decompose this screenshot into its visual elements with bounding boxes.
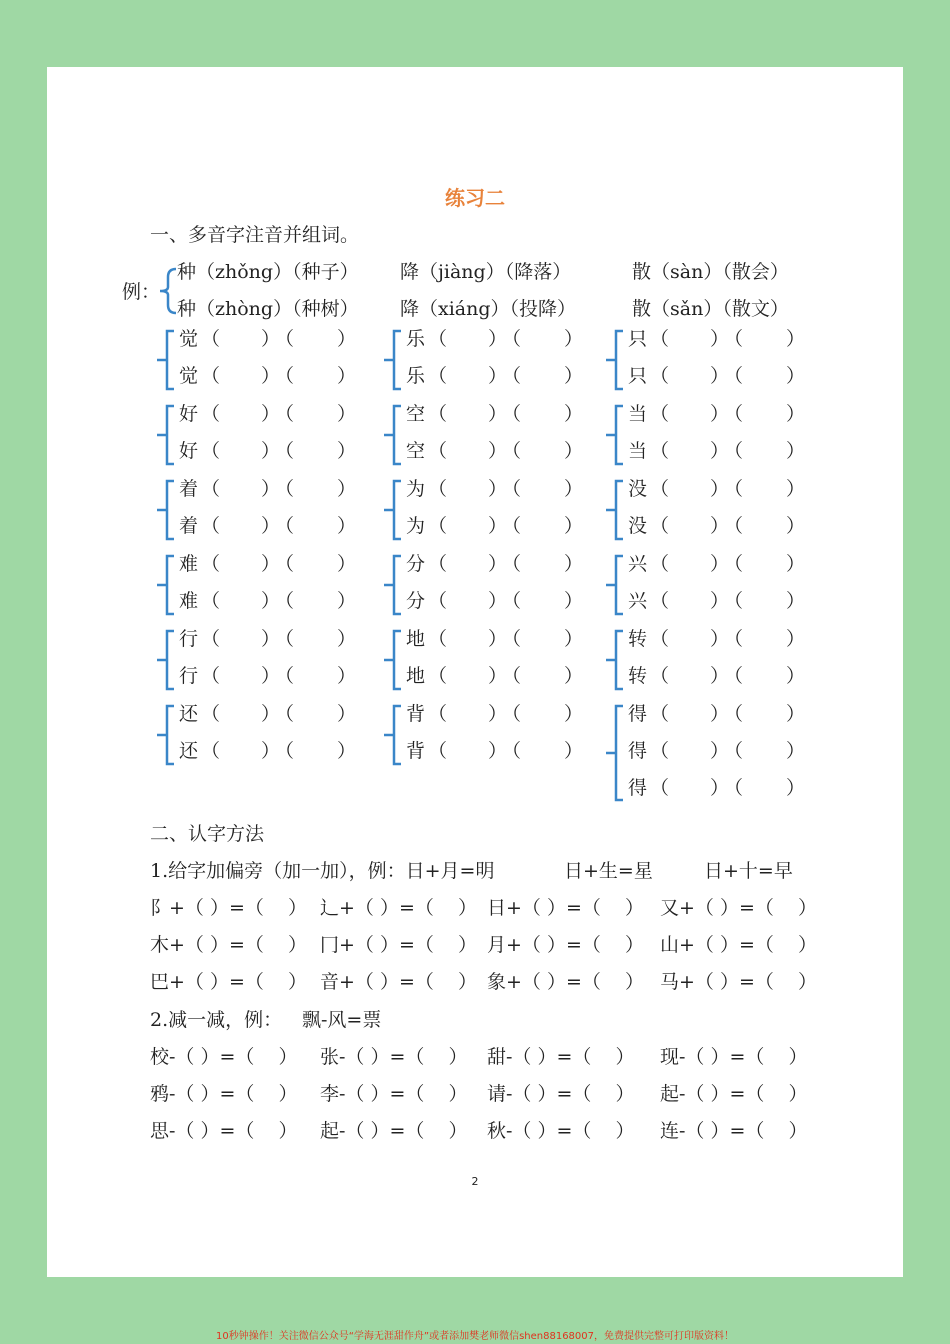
answer-blank-close[interactable]: ） xyxy=(564,478,584,500)
answer-blank-open[interactable]: （ xyxy=(650,365,670,387)
answer-blank-close[interactable]: ） xyxy=(564,328,584,350)
answer-blank-open[interactable]: （ xyxy=(201,478,221,500)
answer-blank-close[interactable]: ） xyxy=(710,777,730,799)
polyphone-char: 为 xyxy=(406,515,426,537)
answer-blank-open[interactable]: （ xyxy=(650,328,670,350)
answer-blank-open[interactable]: （ xyxy=(724,515,744,537)
brace-icon xyxy=(604,328,626,392)
polyphone-char: 当 xyxy=(628,403,648,425)
answer-blank-open[interactable]: （ xyxy=(724,328,744,350)
footer-note: 10秒钟操作！关注微信公众号“学海无涯甜作舟”或者添加樊老师微信shen88168007，免费提供完整可打印版资料！ xyxy=(215,1331,735,1342)
answer-blank-open[interactable]: （ xyxy=(724,553,744,575)
polyphone-char: 着 xyxy=(179,478,199,500)
answer-blank-open[interactable]: （ xyxy=(201,628,221,650)
answer-blank-open[interactable]: （ xyxy=(650,777,670,799)
answer-blank-open[interactable]: （ xyxy=(201,515,221,537)
answer-blank-close[interactable]: ） xyxy=(488,328,508,350)
answer-blank-open[interactable]: （ xyxy=(201,740,221,762)
answer-blank-open[interactable]: （ xyxy=(650,478,670,500)
exercise-item[interactable]: 月+（ ）=（ ） xyxy=(487,934,645,956)
method1-example-2: 日+生=星 xyxy=(564,860,653,882)
answer-blank-close[interactable]: ） xyxy=(786,515,806,537)
answer-blank-open[interactable]: （ xyxy=(428,590,448,612)
exercise-item[interactable]: 象+（ ）=（ ） xyxy=(487,971,645,993)
answer-blank-open[interactable]: （ xyxy=(275,740,295,762)
exercise-item[interactable]: 又+（ ）=（ ） xyxy=(660,897,818,919)
brace-icon xyxy=(155,403,177,467)
answer-blank-close[interactable]: ） xyxy=(337,328,357,350)
exercise-item[interactable]: 秋-（ ）=（ ） xyxy=(487,1120,635,1142)
answer-blank-close[interactable]: ） xyxy=(488,628,508,650)
answer-blank-close[interactable]: ） xyxy=(337,440,357,462)
polyphone-char: 得 xyxy=(628,740,648,762)
polyphone-char: 转 xyxy=(628,628,648,650)
answer-blank-close[interactable]: ） xyxy=(564,553,584,575)
method2-example: 飘-风=票 xyxy=(302,1009,382,1031)
answer-blank-close[interactable]: ） xyxy=(261,740,281,762)
polyphone-char: 乐 xyxy=(406,365,426,387)
polyphone-char: 行 xyxy=(179,665,199,687)
polyphone-char: 行 xyxy=(179,628,199,650)
answer-blank-open[interactable]: （ xyxy=(502,403,522,425)
answer-blank-open[interactable]: （ xyxy=(428,328,448,350)
answer-blank-open[interactable]: （ xyxy=(502,740,522,762)
brace-icon xyxy=(155,478,177,542)
answer-blank-open[interactable]: （ xyxy=(502,328,522,350)
exercise-item[interactable]: 日+（ ）=（ ） xyxy=(487,897,645,919)
answer-blank-open[interactable]: （ xyxy=(502,703,522,725)
answer-blank-open[interactable]: （ xyxy=(724,478,744,500)
answer-blank-close[interactable]: ） xyxy=(337,553,357,575)
answer-blank-close[interactable]: ） xyxy=(488,478,508,500)
answer-blank-open[interactable]: （ xyxy=(650,590,670,612)
exercise-item[interactable]: 鸦-（ ）=（ ） xyxy=(150,1083,298,1105)
answer-blank-close[interactable]: ） xyxy=(261,703,281,725)
answer-blank-close[interactable]: ） xyxy=(488,403,508,425)
answer-blank-close[interactable]: ） xyxy=(786,740,806,762)
polyphone-char: 难 xyxy=(179,553,199,575)
polyphone-char: 还 xyxy=(179,703,199,725)
answer-blank-close[interactable]: ） xyxy=(337,703,357,725)
answer-blank-open[interactable]: （ xyxy=(201,403,221,425)
answer-blank-close[interactable]: ） xyxy=(564,665,584,687)
answer-blank-close[interactable]: ） xyxy=(710,740,730,762)
example-brace-icon xyxy=(158,267,178,315)
brace-icon xyxy=(155,553,177,617)
answer-blank-close[interactable]: ） xyxy=(786,403,806,425)
answer-blank-close[interactable]: ） xyxy=(261,515,281,537)
answer-blank-close[interactable]: ） xyxy=(337,628,357,650)
answer-blank-close[interactable]: ） xyxy=(710,590,730,612)
answer-blank-open[interactable]: （ xyxy=(428,628,448,650)
answer-blank-open[interactable]: （ xyxy=(724,740,744,762)
answer-blank-open[interactable]: （ xyxy=(502,590,522,612)
answer-blank-close[interactable]: ） xyxy=(564,365,584,387)
example-1-top: 种（zhǒng）（种子） xyxy=(177,261,359,283)
exercise-item[interactable]: 巴+（ ）=（ ） xyxy=(150,971,308,993)
answer-blank-close[interactable]: ） xyxy=(261,590,281,612)
answer-blank-close[interactable]: ） xyxy=(786,553,806,575)
polyphone-char: 难 xyxy=(179,590,199,612)
polyphone-char: 觉 xyxy=(179,328,199,350)
answer-blank-open[interactable]: （ xyxy=(275,440,295,462)
polyphone-char: 兴 xyxy=(628,590,648,612)
method2-heading: 2.减一减，例： xyxy=(150,1009,283,1031)
method1-example-3: 日+十=早 xyxy=(704,860,793,882)
method1-heading: 1.给字加偏旁（加一加），例：日+月=明 xyxy=(150,860,495,882)
answer-blank-open[interactable]: （ xyxy=(502,665,522,687)
answer-blank-open[interactable]: （ xyxy=(275,403,295,425)
answer-blank-open[interactable]: （ xyxy=(428,740,448,762)
exercise-item[interactable]: 辶+（ ）=（ ） xyxy=(320,897,478,919)
answer-blank-open[interactable]: （ xyxy=(502,515,522,537)
answer-blank-open[interactable]: （ xyxy=(428,515,448,537)
brace-icon xyxy=(604,703,626,803)
exercise-item[interactable]: 李-（ ）=（ ） xyxy=(320,1083,468,1105)
answer-blank-open[interactable]: （ xyxy=(201,703,221,725)
answer-blank-open[interactable]: （ xyxy=(201,365,221,387)
answer-blank-open[interactable]: （ xyxy=(428,665,448,687)
exercise-item[interactable]: 起-（ ）=（ ） xyxy=(320,1120,468,1142)
polyphone-char: 分 xyxy=(406,590,426,612)
answer-blank-close[interactable]: ） xyxy=(564,403,584,425)
answer-blank-open[interactable]: （ xyxy=(275,590,295,612)
answer-blank-open[interactable]: （ xyxy=(724,665,744,687)
polyphone-char: 空 xyxy=(406,403,426,425)
answer-blank-open[interactable]: （ xyxy=(275,515,295,537)
answer-blank-open[interactable]: （ xyxy=(275,328,295,350)
answer-blank-open[interactable]: （ xyxy=(502,628,522,650)
answer-blank-close[interactable]: ） xyxy=(710,365,730,387)
answer-blank-close[interactable]: ） xyxy=(710,628,730,650)
answer-blank-open[interactable]: （ xyxy=(428,365,448,387)
answer-blank-close[interactable]: ） xyxy=(786,777,806,799)
answer-blank-close[interactable]: ） xyxy=(488,665,508,687)
answer-blank-close[interactable]: ） xyxy=(564,515,584,537)
polyphone-char: 背 xyxy=(406,703,426,725)
polyphone-char: 当 xyxy=(628,440,648,462)
answer-blank-open[interactable]: （ xyxy=(201,590,221,612)
answer-blank-close[interactable]: ） xyxy=(488,590,508,612)
worksheet-page xyxy=(47,67,903,1277)
answer-blank-open[interactable]: （ xyxy=(724,365,744,387)
polyphone-char: 好 xyxy=(179,403,199,425)
page-title: 练习二 xyxy=(445,186,505,210)
polyphone-char: 只 xyxy=(628,365,648,387)
answer-blank-open[interactable]: （ xyxy=(275,665,295,687)
answer-blank-open[interactable]: （ xyxy=(502,365,522,387)
answer-blank-close[interactable]: ） xyxy=(337,515,357,537)
answer-blank-close[interactable]: ） xyxy=(564,703,584,725)
polyphone-char: 地 xyxy=(406,628,426,650)
answer-blank-open[interactable]: （ xyxy=(502,440,522,462)
exercise-item[interactable]: 连-（ ）=（ ） xyxy=(660,1120,808,1142)
answer-blank-open[interactable]: （ xyxy=(428,403,448,425)
answer-blank-open[interactable]: （ xyxy=(502,553,522,575)
answer-blank-open[interactable]: （ xyxy=(650,403,670,425)
brace-icon xyxy=(382,403,404,467)
brace-icon xyxy=(604,628,626,692)
answer-blank-close[interactable]: ） xyxy=(710,440,730,462)
answer-blank-open[interactable]: （ xyxy=(650,740,670,762)
answer-blank-close[interactable]: ） xyxy=(337,365,357,387)
example-3-bottom: 散（sǎn）（散文） xyxy=(632,298,789,320)
exercise-item[interactable]: 甜-（ ）=（ ） xyxy=(487,1046,635,1068)
answer-blank-open[interactable]: （ xyxy=(275,553,295,575)
example-1-bottom: 种（zhòng）（种树） xyxy=(177,298,359,320)
answer-blank-close[interactable]: ） xyxy=(337,590,357,612)
brace-icon xyxy=(382,703,404,767)
polyphone-char: 空 xyxy=(406,440,426,462)
answer-blank-open[interactable]: （ xyxy=(650,515,670,537)
answer-blank-close[interactable]: ） xyxy=(261,403,281,425)
brace-icon xyxy=(155,328,177,392)
exercise-item[interactable]: 请-（ ）=（ ） xyxy=(487,1083,635,1105)
answer-blank-close[interactable]: ） xyxy=(710,515,730,537)
polyphone-char: 背 xyxy=(406,740,426,762)
answer-blank-open[interactable]: （ xyxy=(201,665,221,687)
answer-blank-close[interactable]: ） xyxy=(710,478,730,500)
answer-blank-close[interactable]: ） xyxy=(488,440,508,462)
polyphone-char: 为 xyxy=(406,478,426,500)
brace-icon xyxy=(604,553,626,617)
answer-blank-close[interactable]: ） xyxy=(564,590,584,612)
answer-blank-open[interactable]: （ xyxy=(650,440,670,462)
answer-blank-close[interactable]: ） xyxy=(786,440,806,462)
brace-icon xyxy=(155,628,177,692)
exercise-item[interactable]: 山+（ ）=（ ） xyxy=(660,934,818,956)
exercise-item[interactable]: 现-（ ）=（ ） xyxy=(660,1046,808,1068)
exercise-item[interactable]: 木+（ ）=（ ） xyxy=(150,934,308,956)
answer-blank-close[interactable]: ） xyxy=(261,628,281,650)
exercise-item[interactable]: 音+（ ）=（ ） xyxy=(320,971,478,993)
answer-blank-open[interactable]: （ xyxy=(428,440,448,462)
example-2-bottom: 降（xiáng）（投降） xyxy=(400,298,577,320)
brace-icon xyxy=(382,553,404,617)
exercise-item[interactable]: 校-（ ）=（ ） xyxy=(150,1046,298,1068)
brace-icon xyxy=(382,628,404,692)
polyphone-char: 只 xyxy=(628,328,648,350)
exercise-item[interactable]: 马+（ ）=（ ） xyxy=(660,971,818,993)
answer-blank-close[interactable]: ） xyxy=(337,478,357,500)
answer-blank-open[interactable]: （ xyxy=(724,777,744,799)
brace-icon xyxy=(155,703,177,767)
answer-blank-open[interactable]: （ xyxy=(650,703,670,725)
example-label: 例： xyxy=(122,281,161,303)
answer-blank-close[interactable]: ） xyxy=(786,590,806,612)
answer-blank-close[interactable]: ） xyxy=(488,365,508,387)
answer-blank-close[interactable]: ） xyxy=(786,628,806,650)
polyphone-char: 着 xyxy=(179,515,199,537)
exercise-item[interactable]: 思-（ ）=（ ） xyxy=(150,1120,298,1142)
answer-blank-open[interactable]: （ xyxy=(724,403,744,425)
answer-blank-close[interactable]: ） xyxy=(564,740,584,762)
answer-blank-close[interactable]: ） xyxy=(261,440,281,462)
answer-blank-close[interactable]: ） xyxy=(786,328,806,350)
polyphone-char: 兴 xyxy=(628,553,648,575)
polyphone-char: 地 xyxy=(406,665,426,687)
polyphone-char: 还 xyxy=(179,740,199,762)
answer-blank-close[interactable]: ） xyxy=(710,328,730,350)
answer-blank-open[interactable]: （ xyxy=(724,628,744,650)
answer-blank-close[interactable]: ） xyxy=(564,440,584,462)
polyphone-char: 分 xyxy=(406,553,426,575)
answer-blank-close[interactable]: ） xyxy=(261,553,281,575)
answer-blank-close[interactable]: ） xyxy=(337,740,357,762)
answer-blank-close[interactable]: ） xyxy=(786,703,806,725)
answer-blank-close[interactable]: ） xyxy=(261,365,281,387)
exercise-item[interactable]: 张-（ ）=（ ） xyxy=(320,1046,468,1068)
answer-blank-open[interactable]: （ xyxy=(275,478,295,500)
polyphone-char: 没 xyxy=(628,478,648,500)
answer-blank-open[interactable]: （ xyxy=(201,440,221,462)
answer-blank-close[interactable]: ） xyxy=(786,478,806,500)
answer-blank-close[interactable]: ） xyxy=(488,703,508,725)
answer-blank-close[interactable]: ） xyxy=(488,553,508,575)
answer-blank-close[interactable]: ） xyxy=(786,665,806,687)
answer-blank-close[interactable]: ） xyxy=(710,403,730,425)
answer-blank-close[interactable]: ） xyxy=(488,515,508,537)
answer-blank-open[interactable]: （ xyxy=(201,553,221,575)
answer-blank-open[interactable]: （ xyxy=(275,628,295,650)
answer-blank-open[interactable]: （ xyxy=(724,590,744,612)
polyphone-char: 得 xyxy=(628,703,648,725)
polyphone-char: 没 xyxy=(628,515,648,537)
answer-blank-close[interactable]: ） xyxy=(488,740,508,762)
exercise-item[interactable]: 阝+（ ）=（ ） xyxy=(150,897,308,919)
answer-blank-open[interactable]: （ xyxy=(428,478,448,500)
answer-blank-open[interactable]: （ xyxy=(275,703,295,725)
answer-blank-open[interactable]: （ xyxy=(428,553,448,575)
example-2-top: 降（jiàng）（降落） xyxy=(400,261,572,283)
answer-blank-open[interactable]: （ xyxy=(724,440,744,462)
page-number: 2 xyxy=(471,1175,479,1188)
exercise-item[interactable]: 起-（ ）=（ ） xyxy=(660,1083,808,1105)
polyphone-char: 觉 xyxy=(179,365,199,387)
answer-blank-open[interactable]: （ xyxy=(201,328,221,350)
answer-blank-close[interactable]: ） xyxy=(337,665,357,687)
brace-icon xyxy=(604,403,626,467)
answer-blank-open[interactable]: （ xyxy=(650,553,670,575)
answer-blank-open[interactable]: （ xyxy=(650,665,670,687)
answer-blank-close[interactable]: ） xyxy=(710,665,730,687)
polyphone-char: 乐 xyxy=(406,328,426,350)
brace-icon xyxy=(604,478,626,542)
polyphone-char: 得 xyxy=(628,777,648,799)
answer-blank-close[interactable]: ） xyxy=(564,628,584,650)
answer-blank-open[interactable]: （ xyxy=(502,478,522,500)
brace-icon xyxy=(382,328,404,392)
polyphone-char: 转 xyxy=(628,665,648,687)
section1-heading: 一、多音字注音并组词。 xyxy=(150,224,360,246)
answer-blank-close[interactable]: ） xyxy=(710,703,730,725)
answer-blank-open[interactable]: （ xyxy=(650,628,670,650)
answer-blank-open[interactable]: （ xyxy=(275,365,295,387)
answer-blank-open[interactable]: （ xyxy=(724,703,744,725)
answer-blank-close[interactable]: ） xyxy=(261,665,281,687)
answer-blank-close[interactable]: ） xyxy=(261,478,281,500)
answer-blank-open[interactable]: （ xyxy=(428,703,448,725)
answer-blank-close[interactable]: ） xyxy=(337,403,357,425)
exercise-item[interactable]: 冂+（ ）=（ ） xyxy=(320,934,478,956)
example-3-top: 散（sàn）（散会） xyxy=(632,261,789,283)
answer-blank-close[interactable]: ） xyxy=(710,553,730,575)
answer-blank-close[interactable]: ） xyxy=(786,365,806,387)
polyphone-char: 好 xyxy=(179,440,199,462)
answer-blank-close[interactable]: ） xyxy=(261,328,281,350)
brace-icon xyxy=(382,478,404,542)
section2-heading: 二、认字方法 xyxy=(150,823,265,845)
